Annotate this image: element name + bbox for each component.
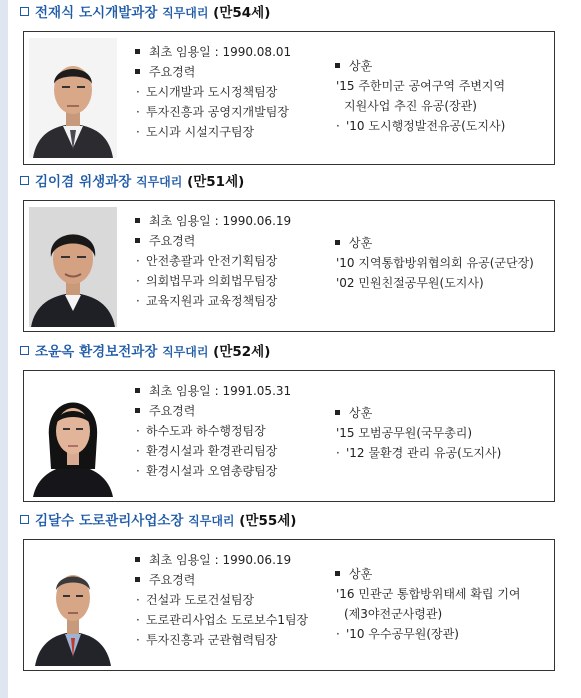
profile-heading [20, 511, 296, 531]
person-name: 조윤옥 [35, 344, 75, 360]
awards-column [332, 233, 534, 293]
department-title: 도로관리사업소장 [79, 513, 184, 529]
appointment-date: 최초 임용일 : 1990.08.01 [149, 45, 292, 59]
career-item: 도시과 시설지구팀장 [146, 125, 255, 139]
award-item: '10 우수공무원(장관) [346, 627, 459, 641]
rank-label: 직무대리 [162, 345, 209, 359]
career-item: 도로관리사업소 도로보수1팀장 [146, 613, 309, 627]
career-item: 교육지원과 교육정책팀장 [146, 294, 278, 308]
square-bullet-icon [20, 346, 29, 355]
profile-heading [20, 342, 270, 362]
career-item: 투자진흥과 공영지개발팀장 [146, 105, 289, 119]
portrait-photo [29, 377, 117, 497]
award-item: (제3야전군사령관) [344, 607, 443, 621]
career-column: 최초 임용일 : 1990.08.01 주요경력 · 도시개발과 도시정책팀장 · 투자진흥과 공영지개발팀장 · 도시과 시설지구팀장 [136, 45, 292, 139]
rank-label: 직무대리 [162, 6, 209, 20]
department-title: 위생과장 [79, 174, 132, 190]
award-item: '15 주한미군 공여구역 주변지역 [336, 79, 506, 93]
profile-entry [20, 172, 556, 336]
department-title: 환경보전과장 [79, 344, 158, 360]
career-item: 의회법무과 의회법무팀장 [146, 274, 278, 288]
awards-column: 상훈 '16 민관군 통합방위태세 확립 기여 (제3야전군사령관) · '10 우수공무원(장관) [336, 567, 521, 641]
age-label: (만51세) [187, 174, 245, 190]
appointment-date: 최초 임용일 : 1990.06.19 [149, 214, 292, 228]
appointment-date: 최초 임용일 : 1991.05.31 [149, 384, 292, 398]
profile-heading [20, 172, 244, 192]
career-item: 안전총괄과 안전기획팀장 [146, 254, 278, 268]
award-item: '15 모범공무원(국무총리) [336, 426, 473, 440]
awards-heading: 상훈 [349, 567, 373, 581]
career-column: 최초 임용일 : 1990.06.19 주요경력 · 안전총괄과 안전기획팀장 · 의회법무과 의회법무팀장 · 교육지원과 교육정책팀장 [136, 214, 292, 308]
profile-heading [20, 3, 270, 23]
portrait-photo [29, 207, 117, 327]
awards-heading: 상훈 [349, 406, 373, 420]
award-item: '10 지역통합방위협의회 유공(군단장) [336, 256, 534, 270]
person-name: 김달수 [35, 513, 75, 529]
profile-card [23, 370, 555, 502]
portrait-photo [29, 546, 117, 666]
award-item: 지원사업 추진 유공(장관) [344, 99, 477, 113]
career-column: 최초 임용일 : 1991.05.31 주요경력 · 하수도과 하수행정팀장 · 환경시설과 환경관리팀장 · 환경시설과 오염총량팀장 [136, 384, 292, 478]
rank-label: 직무대리 [136, 175, 183, 189]
age-label: (만55세) [239, 513, 297, 529]
profile-entry [20, 511, 556, 675]
awards-heading: 상훈 [349, 59, 373, 73]
career-item: 환경시설과 오염총량팀장 [146, 464, 278, 478]
profile-entry [20, 3, 556, 167]
appointment-date: 최초 임용일 : 1990.06.19 [149, 553, 292, 567]
career-item: 건설과 도로건설팀장 [146, 593, 255, 607]
award-item: '12 물환경 관리 유공(도지사) [346, 446, 502, 460]
square-bullet-icon [20, 176, 29, 185]
career-item: 환경시설과 환경관리팀장 [146, 444, 278, 458]
age-label: (만52세) [213, 344, 271, 360]
profile-card [23, 200, 555, 332]
rank-label: 직무대리 [188, 514, 235, 528]
left-sidebar-strip [0, 0, 8, 698]
career-column: 최초 임용일 : 1990.06.19 주요경력 · 건설과 도로건설팀장 · 도로관리사업소 도로보수1팀장 · 투자진흥과 군관협력팀장 [136, 553, 309, 647]
career-item: 도시개발과 도시정책팀장 [146, 85, 278, 99]
square-bullet-icon [20, 515, 29, 524]
person-name: 김이겸 [35, 174, 75, 190]
award-item: '02 민원친절공무원(도지사) [336, 276, 484, 290]
award-item: '10 도시행정발전유공(도지사) [346, 119, 506, 133]
profile-card [23, 31, 555, 165]
award-item: '16 민관군 통합방위태세 확립 기여 [336, 587, 521, 601]
awards-heading: 상훈 [349, 236, 373, 250]
person-name: 전재식 [35, 5, 75, 21]
profile-card [23, 539, 555, 671]
department-title: 도시개발과장 [79, 5, 158, 21]
portrait-photo [29, 38, 117, 158]
career-heading: 주요경력 [149, 573, 196, 587]
career-heading: 주요경력 [149, 404, 196, 418]
awards-column: 상훈 '15 주한미군 공여구역 주변지역 지원사업 추진 유공(장관) · '10 도시행정발전유공(도지사) [336, 59, 506, 133]
profile-entry [20, 342, 556, 506]
square-bullet-icon [20, 7, 29, 16]
awards-column: 상훈 '15 모범공무원(국무총리) · '12 물환경 관리 유공(도지사) [336, 406, 502, 460]
career-heading: 주요경력 [149, 65, 196, 79]
age-label: (만54세) [213, 5, 271, 21]
career-item: 투자진흥과 군관협력팀장 [146, 633, 278, 647]
career-item: 하수도과 하수행정팀장 [146, 424, 266, 438]
career-heading: 주요경력 [149, 234, 196, 248]
